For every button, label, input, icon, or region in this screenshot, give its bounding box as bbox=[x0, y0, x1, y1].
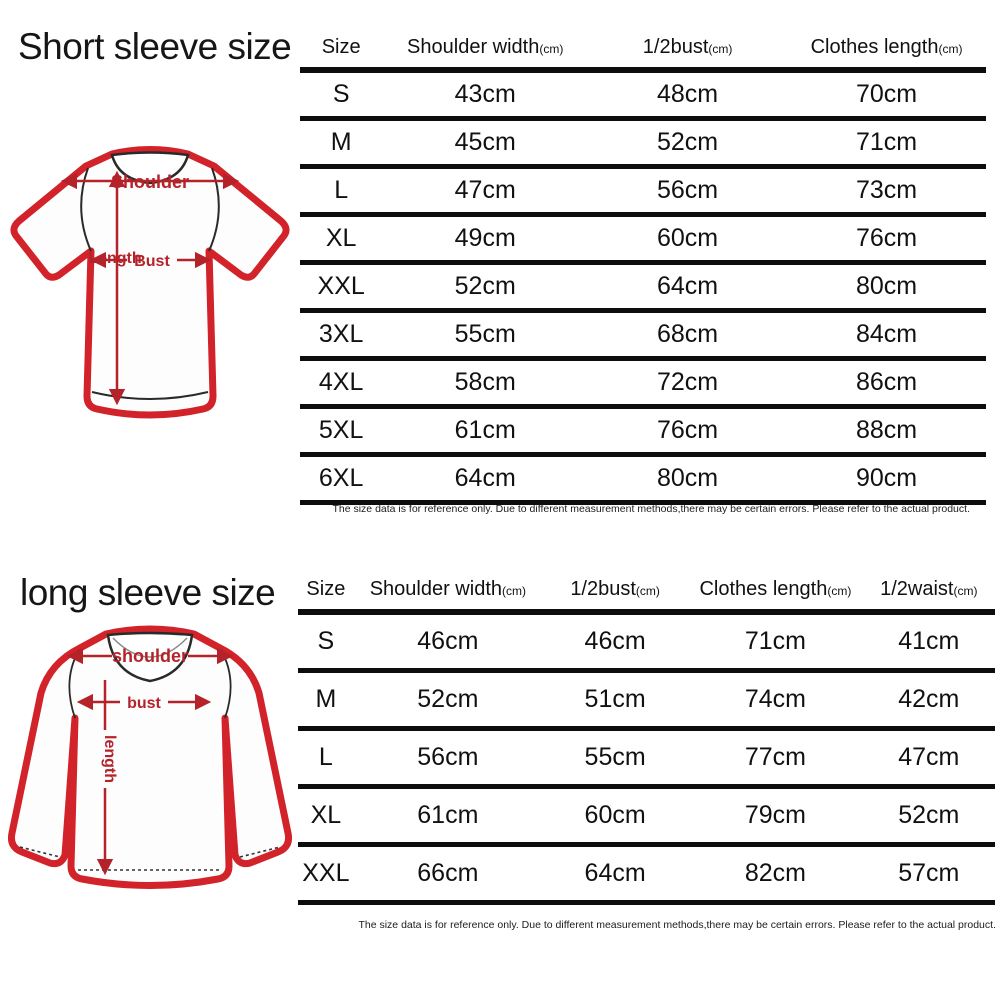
measurement-cell: 79cm bbox=[688, 787, 862, 845]
measurement-cell: 90cm bbox=[787, 455, 986, 503]
column-header: Clothes length(cm) bbox=[787, 36, 986, 70]
size-table-row bbox=[300, 119, 986, 167]
measurement-cell: 49cm bbox=[382, 215, 588, 263]
measurement-cell: 52cm bbox=[354, 671, 542, 729]
shoulder-label: Shoulder bbox=[110, 172, 190, 192]
size-label-cell: 6XL bbox=[300, 455, 382, 503]
long-sleeve-size-table bbox=[298, 578, 995, 905]
column-header: 1/2waist(cm) bbox=[863, 578, 995, 612]
size-label-cell: L bbox=[300, 167, 382, 215]
size-table-row bbox=[298, 729, 995, 787]
size-label-cell: S bbox=[300, 70, 382, 119]
size-table-row bbox=[300, 167, 986, 215]
short-sleeve-diagram bbox=[0, 140, 295, 430]
size-label-cell: S bbox=[298, 612, 354, 671]
size-table-row bbox=[300, 263, 986, 311]
short-table-head bbox=[300, 36, 986, 70]
measurement-cell: 48cm bbox=[588, 70, 787, 119]
measurement-cell: 52cm bbox=[863, 787, 995, 845]
size-table-row bbox=[298, 612, 995, 671]
measurement-cell: 55cm bbox=[542, 729, 688, 787]
long-sleeve-footnote: The size data is for reference only. Due to different measurement methods,there may be certain errors. Please refer to the actual product. bbox=[358, 919, 996, 931]
column-header: Shoulder width(cm) bbox=[354, 578, 542, 612]
measurement-cell: 45cm bbox=[382, 119, 588, 167]
size-table-row bbox=[300, 311, 986, 359]
measurement-cell: 86cm bbox=[787, 359, 986, 407]
short-sleeve-title: Short sleeve size bbox=[18, 26, 292, 67]
measurement-cell: 84cm bbox=[787, 311, 986, 359]
size-table-row bbox=[300, 70, 986, 119]
short-sleeve-size-table bbox=[300, 36, 986, 505]
size-table-row bbox=[298, 671, 995, 729]
measurement-cell: 72cm bbox=[588, 359, 787, 407]
column-header: Size bbox=[300, 36, 382, 70]
measurement-cell: 77cm bbox=[688, 729, 862, 787]
column-header: 1/2bust(cm) bbox=[542, 578, 688, 612]
measurement-cell: 47cm bbox=[382, 167, 588, 215]
measurement-cell: 71cm bbox=[688, 612, 862, 671]
measurement-cell: 58cm bbox=[382, 359, 588, 407]
long-sleeve-diagram bbox=[0, 618, 300, 908]
measurement-cell: 76cm bbox=[588, 407, 787, 455]
size-table-row bbox=[300, 455, 986, 503]
measurement-cell: 46cm bbox=[354, 612, 542, 671]
length-label: Length bbox=[88, 250, 142, 267]
measurement-cell: 82cm bbox=[688, 845, 862, 903]
measurement-cell: 43cm bbox=[382, 70, 588, 119]
short-table-body bbox=[300, 70, 986, 503]
measurement-cell: 47cm bbox=[863, 729, 995, 787]
size-label-cell: 3XL bbox=[300, 311, 382, 359]
measurement-cell: 64cm bbox=[588, 263, 787, 311]
short-table-header-row bbox=[300, 36, 986, 70]
column-header: 1/2bust(cm) bbox=[588, 36, 787, 70]
size-label-cell: XL bbox=[298, 787, 354, 845]
column-header: Size bbox=[298, 578, 354, 612]
size-table-row bbox=[300, 359, 986, 407]
measurement-cell: 71cm bbox=[787, 119, 986, 167]
long-table-body bbox=[298, 612, 995, 903]
bust-label: bust bbox=[127, 695, 161, 712]
measurement-cell: 80cm bbox=[588, 455, 787, 503]
size-label-cell: XXL bbox=[298, 845, 354, 903]
shoulder-label: shoulder bbox=[111, 646, 189, 666]
length-label: length bbox=[101, 735, 118, 783]
column-header: Clothes length(cm) bbox=[688, 578, 862, 612]
size-label-cell: XXL bbox=[300, 263, 382, 311]
size-label-cell: M bbox=[300, 119, 382, 167]
measurement-cell: 51cm bbox=[542, 671, 688, 729]
measurement-cell: 64cm bbox=[542, 845, 688, 903]
measurement-cell: 70cm bbox=[787, 70, 986, 119]
size-table-row bbox=[298, 787, 995, 845]
size-label-cell: XL bbox=[300, 215, 382, 263]
measurement-cell: 52cm bbox=[588, 119, 787, 167]
measurement-cell: 64cm bbox=[382, 455, 588, 503]
size-table-row bbox=[300, 215, 986, 263]
size-label-cell: L bbox=[298, 729, 354, 787]
measurement-cell: 41cm bbox=[863, 612, 995, 671]
measurement-cell: 76cm bbox=[787, 215, 986, 263]
measurement-cell: 61cm bbox=[382, 407, 588, 455]
measurement-cell: 74cm bbox=[688, 671, 862, 729]
long-table-head bbox=[298, 578, 995, 612]
measurement-cell: 55cm bbox=[382, 311, 588, 359]
measurement-cell: 73cm bbox=[787, 167, 986, 215]
measurement-cell: 42cm bbox=[863, 671, 995, 729]
long-table-header-row bbox=[298, 578, 995, 612]
size-label-cell: 5XL bbox=[300, 407, 382, 455]
measurement-cell: 88cm bbox=[787, 407, 986, 455]
column-header: Shoulder width(cm) bbox=[382, 36, 588, 70]
measurement-cell: 68cm bbox=[588, 311, 787, 359]
measurement-cell: 56cm bbox=[588, 167, 787, 215]
measurement-cell: 46cm bbox=[542, 612, 688, 671]
size-label-cell: M bbox=[298, 671, 354, 729]
measurement-cell: 56cm bbox=[354, 729, 542, 787]
measurement-cell: 57cm bbox=[863, 845, 995, 903]
long-sleeve-title: long sleeve size bbox=[20, 572, 276, 613]
short-sleeve-footnote: The size data is for reference only. Due to different measurement methods,there may be certain errors. Please refer to the actual product. bbox=[332, 503, 970, 515]
measurement-cell: 60cm bbox=[588, 215, 787, 263]
size-table-row bbox=[300, 407, 986, 455]
measurement-cell: 61cm bbox=[354, 787, 542, 845]
size-table-row bbox=[298, 845, 995, 903]
measurement-cell: 52cm bbox=[382, 263, 588, 311]
size-label-cell: 4XL bbox=[300, 359, 382, 407]
measurement-cell: 80cm bbox=[787, 263, 986, 311]
bust-label: Bust bbox=[134, 253, 170, 270]
measurement-cell: 60cm bbox=[542, 787, 688, 845]
measurement-cell: 66cm bbox=[354, 845, 542, 903]
